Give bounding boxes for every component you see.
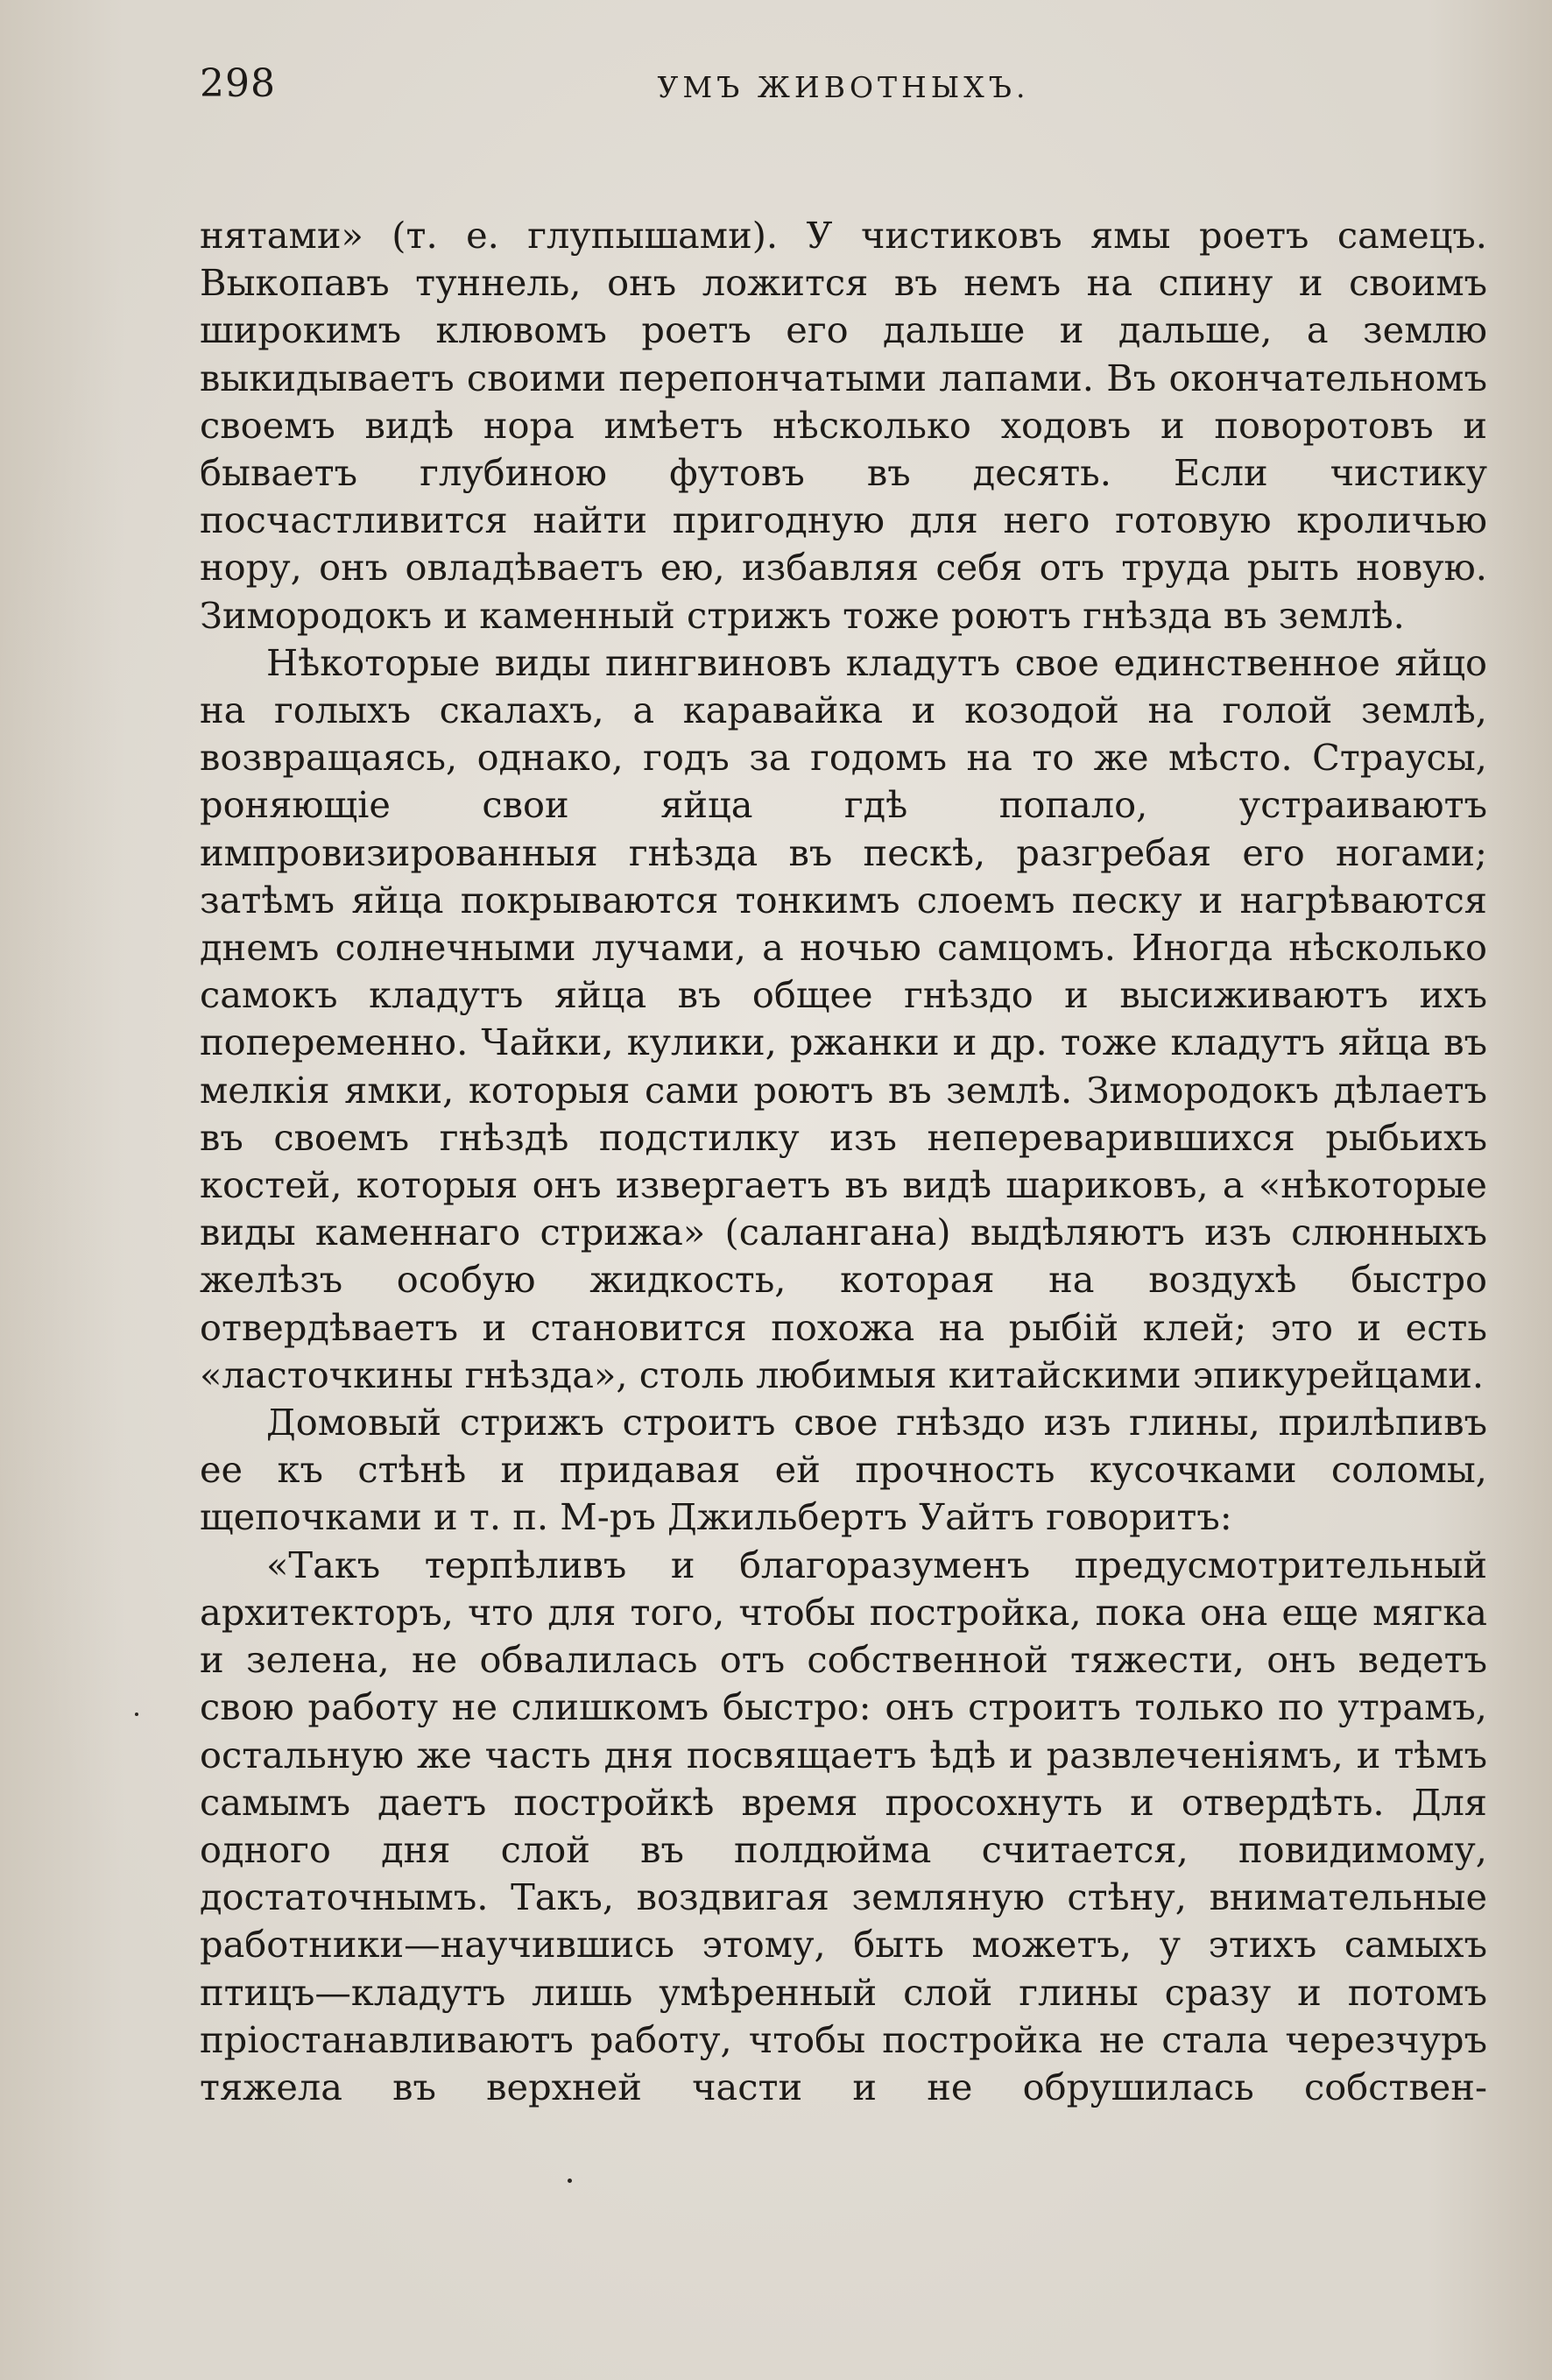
page-body bbox=[200, 212, 1487, 2111]
paragraph-burrows: нятами» (т. е. глупышами). У чистиковъ ямы роетъ самецъ. Выкопавъ туннель, онъ ложится въ немъ на спину и своимъ широкимъ клювомъ роетъ его дальше и дальше, а землю выкидываетъ своими перепончатыми лапами. Въ окончательномъ своемъ видѣ нора имѣетъ нѣсколько ходовъ и поворотовъ и бываетъ глубиною футовъ въ десять. Если чистику посчастливится найти пригодную для него готовую кроличью нору, онъ овладѣваетъ ею, избавляя себя отъ труда рыть новую. Зимородокъ и каменный стрижъ тоже роютъ гнѣзда въ землѣ. bbox=[200, 214, 1487, 637]
paragraph-white-quote: «Такъ терпѣливъ и благоразуменъ предусмотрительный архитекторъ, что для того, чтобы постройка, пока она еще мягка и зелена, не обвалилась отъ собственной тяжести, онъ ведетъ свою работу не слишкомъ быстро: онъ строитъ только по утрамъ, остальную же часть дня посвящаетъ ѣдѣ и развлеченіямъ, и тѣмъ самымъ даетъ постройкѣ время просохнуть и отвердѣть. Для одного дня слой въ полдюйма считается, повидимому, достаточнымъ. Такъ, воздвигая земляную стѣну, внимательные работники—научившись этому, быть можетъ, у этихъ самыхъ птицъ—кладутъ лишь умѣренный слой глины сразу и потомъ пріостанавливаютъ работу, чтобы постройка не стала черезчуръ тяжела въ верхней части и не обрушилась собствен- bbox=[200, 1543, 1487, 2108]
page-header bbox=[200, 58, 1487, 128]
paragraph-nests-ground: Нѣкоторые виды пингвиновъ кладутъ свое единственное яйцо на голыхъ скалахъ, а каравайка и козодой на голой землѣ, возвращаясь, однако, годъ за годомъ на то же мѣсто. Страусы, роняющіе свои яйца гдѣ попало, устраиваютъ импровизированныя гнѣзда въ пескѣ, разгребая его ногами; затѣмъ яйца покрываются тонкимъ слоемъ песку и нагрѣваются днемъ солнечными лучами, а ночью самцомъ. Иногда нѣсколько самокъ кладутъ яйца въ общее гнѣздо и высиживаютъ ихъ попеременно. Чайки, кулики, ржанки и др. тоже кладутъ яйца въ мелкія ямки, которыя сами роютъ въ землѣ. Зимородокъ дѣлаетъ въ своемъ гнѣздѣ подстилку изъ непереварившихся рыбьихъ костей, которыя онъ извергаетъ въ видѣ шариковъ, а «нѣкоторые виды каменнаго стрижа» (салангана) выдѣляютъ изъ слюнныхъ желѣзъ особую жидкость, которая на воздухѣ быстро отвердѣваетъ и становится похожа на рыбій клей; это и есть «ласточкины гнѣзда», столь любимыя китайскими эпикурейцами. bbox=[200, 640, 1487, 1396]
page-number: 298 bbox=[200, 61, 276, 106]
paper-speck bbox=[568, 2179, 572, 2183]
paragraph-house-swift: Домовый стрижъ строитъ свое гнѣздо изъ глины, прилѣпивъ ее къ стѣнѣ и придавая ей прочность кусочками соломы, щепочками и т. п. М-ръ Джильбертъ Уайтъ говоритъ: bbox=[200, 1401, 1487, 1539]
running-title: УМЪ ЖИВОТНЫХЪ. bbox=[657, 70, 1030, 104]
paper-speck bbox=[135, 1713, 138, 1716]
book-page bbox=[200, 58, 1487, 2300]
